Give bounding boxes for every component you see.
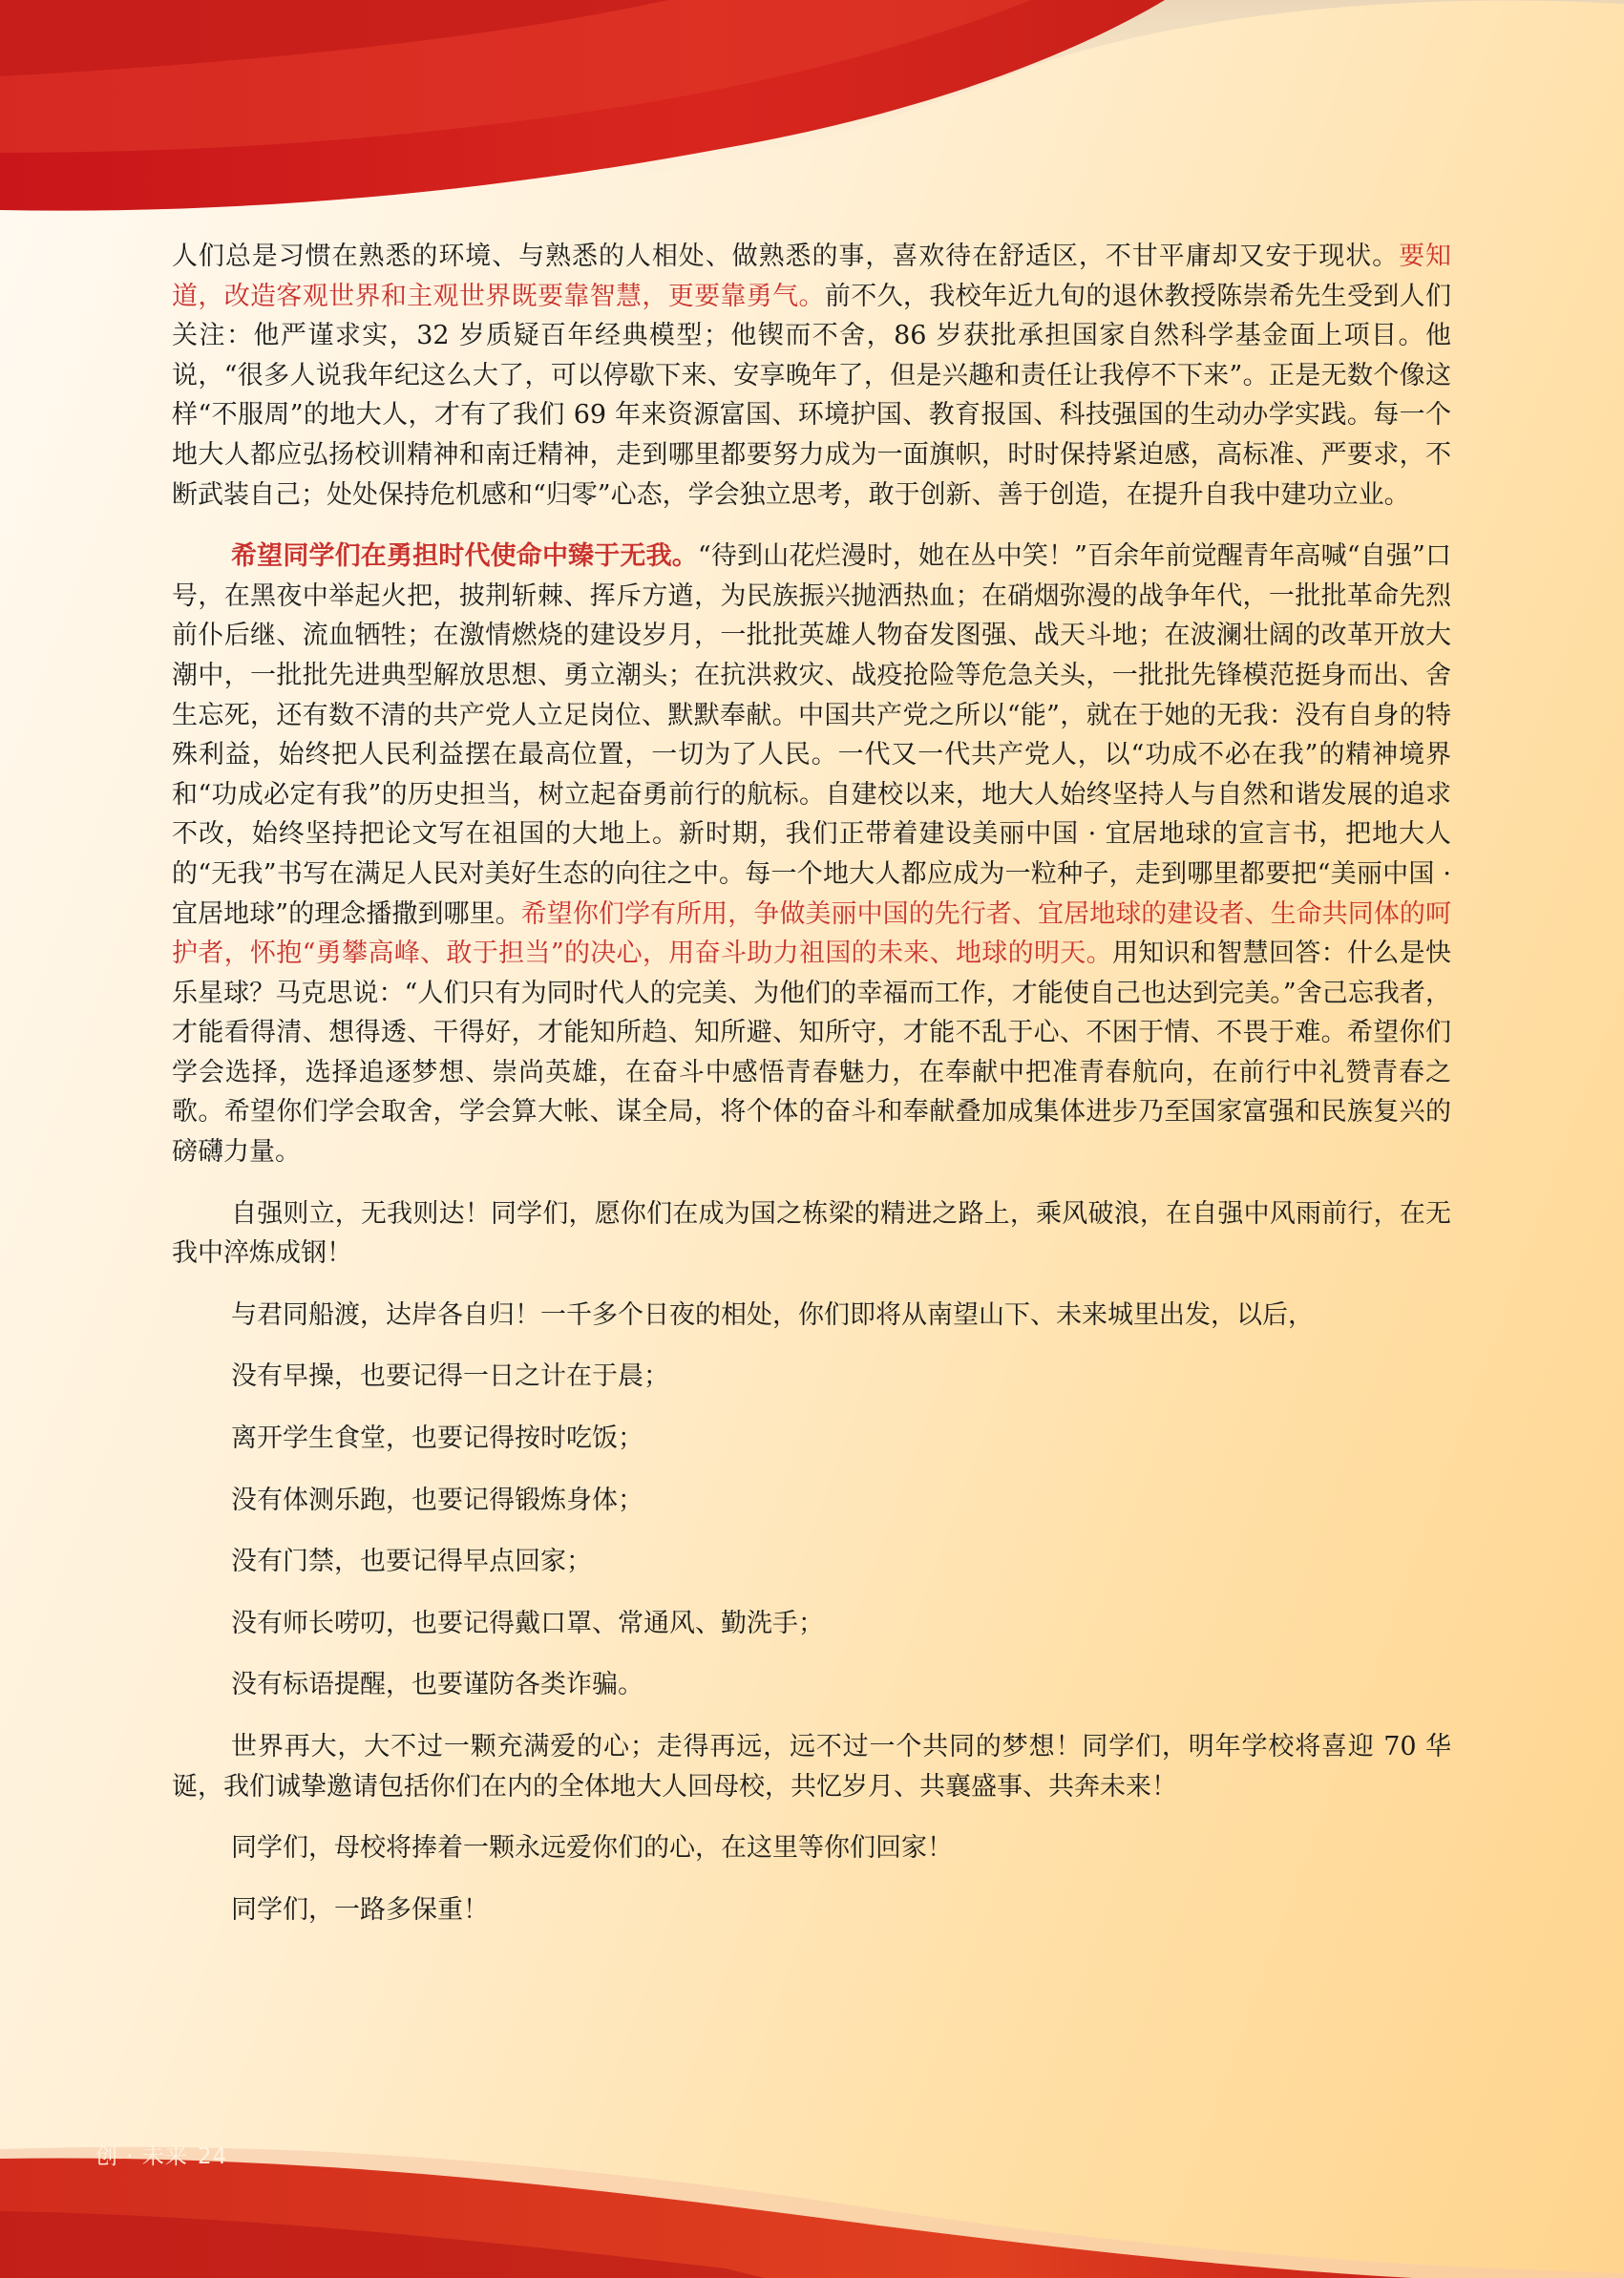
paragraph-text: 世界再大，大不过一颗充满爱的心；走得再远，远不过一个共同的梦想！同学们，明年学校将喜迎 70 华诞，我们诚挚邀请包括你们在内的全体地大人回母校，共忆岁月、共襄盛事、共奔未来！ [172, 1732, 1451, 1802]
highlight-text: 要知道，改造客观世界和主观世界既要靠智慧，更要靠勇气。 [172, 242, 1451, 311]
paragraph-text: 同学们，母校将捧着一颗永远爱你们的心，在这里等你们回家！ [231, 1833, 953, 1864]
publication-name: 创 · 未来 [95, 2144, 188, 2169]
highlight-text: 希望你们学有所用，争做美丽中国的先行者、宜居地球的建设者、生命共同体的呵护者，怀抱“勇攀高峰、敢于担当”的决心，用奋斗助力祖国的未来、地球的明天。 [172, 898, 1451, 969]
page-footer [95, 2139, 237, 2170]
paragraph-selflessness [172, 537, 1451, 1172]
section-heading: 希望同学们在勇担时代使命中臻于无我。 [231, 541, 698, 572]
list-item: 没有门禁，也要记得早点回家； [231, 1547, 592, 1577]
paragraph-text: 自强则立，无我则达！同学们，愿你们在成为国之栋梁的精进之路上，乘风破浪，在自强中风雨前行，在无我中淬炼成钢！ [172, 1198, 1451, 1269]
list-item: 没有标语提醒，也要谨防各类诈骗。 [231, 1670, 643, 1700]
list-item: 没有师长唠叨，也要记得戴口罩、常通风、勤洗手； [231, 1608, 824, 1638]
paragraph-text: 同学们，一路多保重！ [231, 1894, 489, 1925]
top-red-banner [0, 0, 1624, 220]
page-number: 24 [197, 2144, 228, 2169]
paragraph-text: 用知识和智慧回答：什么是快乐星球？马克思说：“人们只有为同时代人的完美、为他们的幸福而工作，才能使自己也达到完美。”舍己忘我者，才能看得清、想得透、干得好，才能知所趋、知所避、知所守，才能不乱于心、不困于情、不畏于难。希望你们学会选择，选择追逐梦想、崇尚英雄，在奋斗中感悟青春魅力，在奉献中把准青春航向，在前行中礼赞青春之歌。希望你们学会取舍，学会算大帐、谋全局，将个体的奋斗和奉献叠加成集体进步乃至国家富强和民族复兴的磅礴力量。 [172, 939, 1451, 1168]
paragraph-text: “待到山花烂漫时，她在丛中笑！”百余年前觉醒青年高喊“自强”口号，在黑夜中举起火把，披荆斩棘、挥斥方遒，为民族振兴抛洒热血；在硝烟弥漫的战争年代，一批批革命先烈前仆后继、流血牺牲；在激情燃烧的建设岁月，一批批英雄人物奋发图强、战天斗地；在波澜壮阔的改革开放大潮中，一批批先进典型解放思想、勇立潮头；在抗洪救灾、战疫抢险等危急关头，一批批先锋模范挺身而出、舍生忘死，还有数不清的共产党人立足岗位、默默奉献。中国共产党之所以“能”，就在于她的无我：没有自身的特殊利益，始终把人民利益摆在最高位置，一切为了人民。一代又一代共产党人，以“功成不必在我”的精神境界和“功成必定有我”的历史担当，树立起奋勇前行的航标。自建校以来，地大人始终坚持人与自然和谐发展的追求不改，始终坚持把论文写在祖国的大地上。新时期，我们正带着建设美丽中国 · 宜居地球的宣言书，把地大人的“无我”书写在满足人民对美好生态的向往之中。每一个地大人都应成为一粒种子，走到哪里都要把“美丽中国 · 宜居地球”的理念播撒到哪里。 [172, 541, 1451, 929]
paragraph-text: 人们总是习惯在熟悉的环境、与熟悉的人相处、做熟悉的事，喜欢待在舒适区，不甘平庸却又安于现状。 [172, 242, 1400, 271]
article-body [172, 237, 1451, 1951]
paragraph-courage [172, 237, 1451, 515]
bottom-red-banner [0, 2106, 1624, 2278]
list-item: 没有早操，也要记得一日之计在于晨； [231, 1361, 669, 1392]
list-item: 没有体测乐跑，也要记得锻炼身体； [231, 1485, 643, 1515]
paragraph-text: 与君同船渡，达岸各自归！一千多个日夜的相处，你们即将从南望山下、未来城里出发，以后， [231, 1299, 1314, 1330]
list-item: 离开学生食堂，也要记得按时吃饭； [231, 1424, 643, 1454]
paragraph-text: 前不久，我校年近九旬的退休教授陈崇希先生受到人们关注：他严谨求实，32 岁质疑百年经典模型；他锲而不舍，86 岁获批承担国家自然科学基金面上项目。他说，“很多人说我年纪这么大了，可以停歇下来、安享晚年了，但是兴趣和责任让我停不下来”。正是无数个像这样“不服周”的地大人，才有了我们 69 年来资源富国、环境护国、教育报国、科技强国的生动办学实践。每一个地大人都应弘扬校训精神和南迁精神，走到哪里都要努力成为一面旗帜，时时保持紧迫感，高标准、严要求，不断武装自己；处处保持危机感和“归零”心态，学会独立思考，敢于创新、善于创造，在提升自我中建功立业。 [172, 281, 1452, 510]
